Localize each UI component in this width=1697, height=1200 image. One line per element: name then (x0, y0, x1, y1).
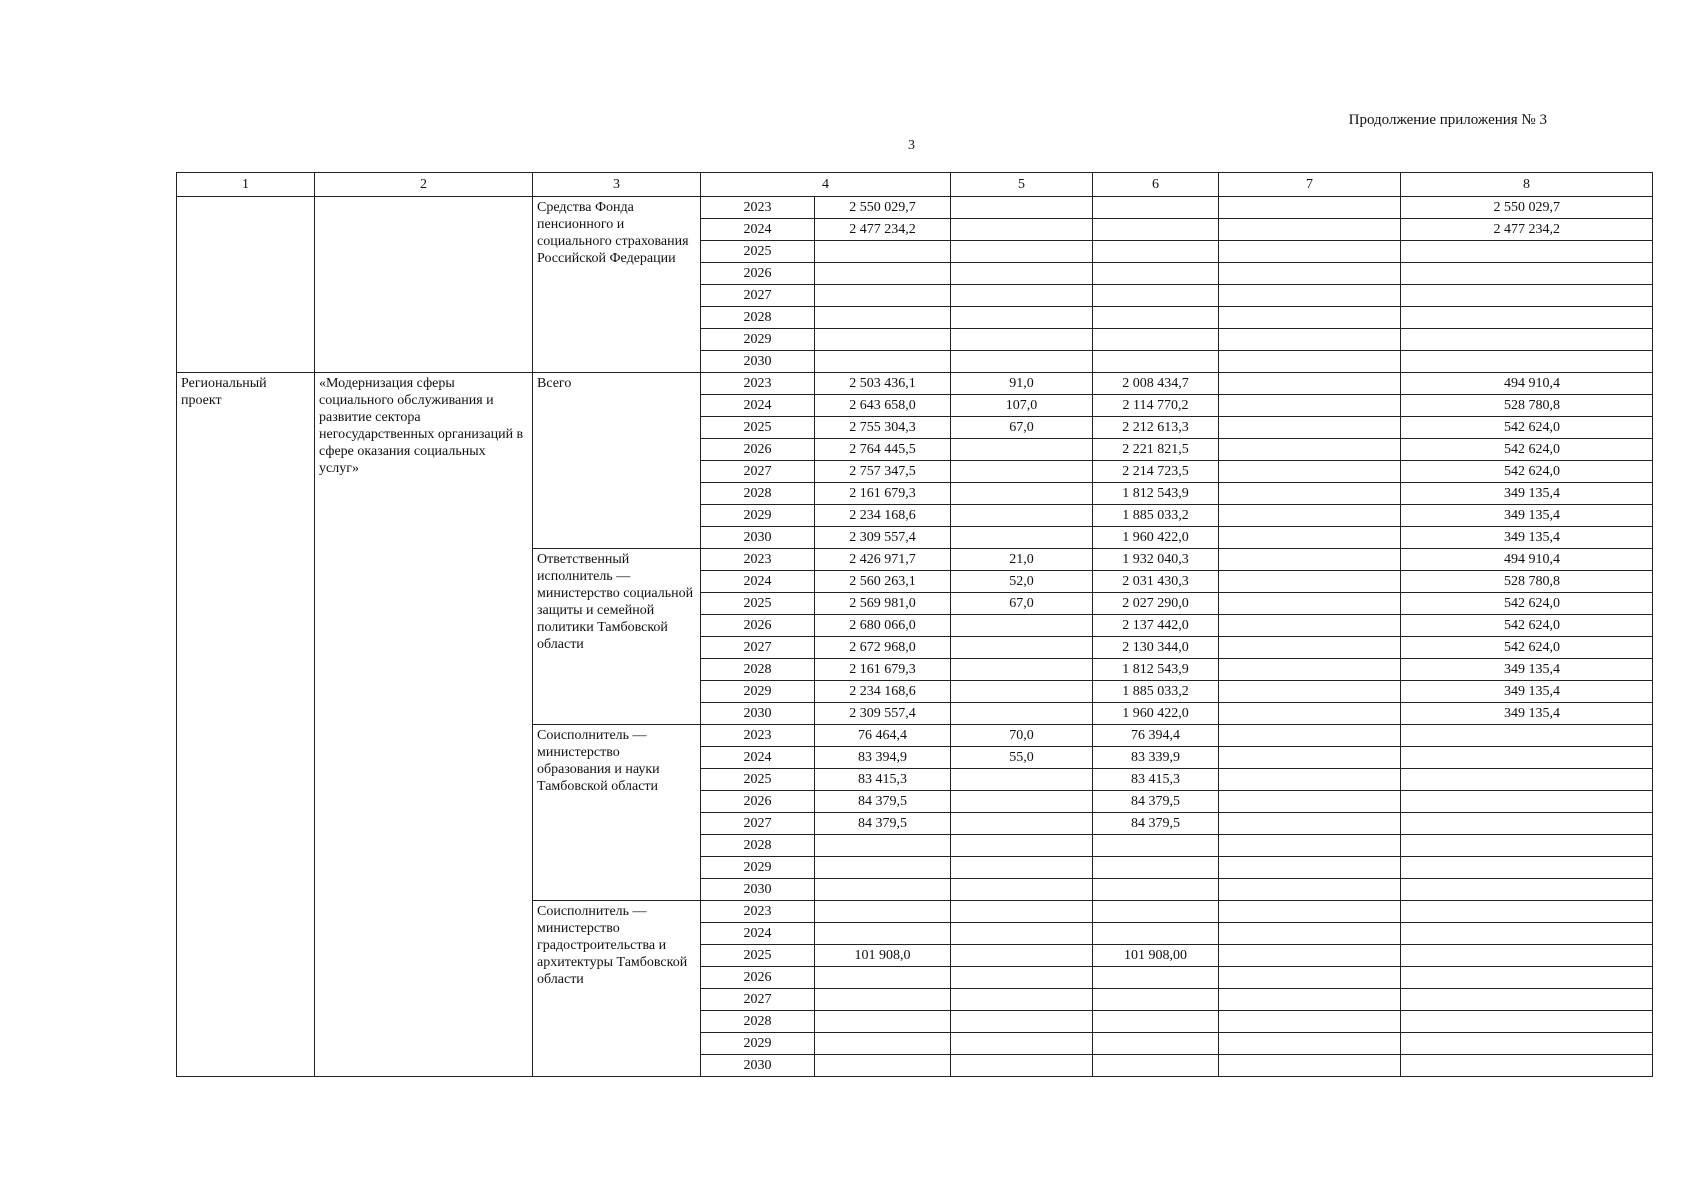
col5-cell (951, 901, 1093, 923)
col6-cell (1093, 1011, 1219, 1033)
col6-cell: 76 394,4 (1093, 725, 1219, 747)
column-header-8: 8 (1401, 173, 1653, 197)
col7-cell (1219, 395, 1401, 417)
col8-cell: 542 624,0 (1401, 593, 1653, 615)
col5-cell: 21,0 (951, 549, 1093, 571)
col6-cell: 1 812 543,9 (1093, 483, 1219, 505)
col6-cell (1093, 1033, 1219, 1055)
year-cell: 2026 (701, 439, 815, 461)
col5-cell (951, 1055, 1093, 1077)
year-cell: 2023 (701, 197, 815, 219)
col8-cell (1401, 967, 1653, 989)
col7-cell (1219, 791, 1401, 813)
col8-cell (1401, 945, 1653, 967)
col6-cell: 101 908,00 (1093, 945, 1219, 967)
total-cell: 2 757 347,5 (815, 461, 951, 483)
col8-cell: 542 624,0 (1401, 461, 1653, 483)
col8-cell (1401, 923, 1653, 945)
col6-cell: 1 960 422,0 (1093, 703, 1219, 725)
row-type-cell (177, 197, 315, 373)
year-cell: 2027 (701, 989, 815, 1011)
col5-cell: 107,0 (951, 395, 1093, 417)
col5-cell (951, 857, 1093, 879)
col8-cell (1401, 285, 1653, 307)
col5-cell (951, 659, 1093, 681)
total-cell (815, 923, 951, 945)
funding-source-cell: Соисполнитель — министерство образования и науки Тамбовской области (533, 725, 701, 901)
col7-cell (1219, 1055, 1401, 1077)
year-cell: 2030 (701, 879, 815, 901)
year-cell: 2027 (701, 461, 815, 483)
total-cell: 2 426 971,7 (815, 549, 951, 571)
col7-cell (1219, 373, 1401, 395)
col5-cell: 67,0 (951, 593, 1093, 615)
total-cell: 2 755 304,3 (815, 417, 951, 439)
col8-cell (1401, 307, 1653, 329)
year-cell: 2024 (701, 219, 815, 241)
col7-cell (1219, 659, 1401, 681)
table-row (177, 373, 1653, 395)
col5-cell (951, 483, 1093, 505)
page-header: Продолжение приложения № 3 (1348, 112, 1547, 128)
col5-cell (951, 1011, 1093, 1033)
col8-cell (1401, 1011, 1653, 1033)
total-cell: 2 560 263,1 (815, 571, 951, 593)
col8-cell: 349 135,4 (1401, 483, 1653, 505)
project-name-cell: «Модернизация сферы социального обслуживания и развитие сектора негосударственных организаций в сфере оказания социальных услуг» (315, 373, 533, 1077)
total-cell (815, 307, 951, 329)
col5-cell (951, 835, 1093, 857)
col6-cell (1093, 879, 1219, 901)
total-cell: 2 309 557,4 (815, 703, 951, 725)
col7-cell (1219, 263, 1401, 285)
col6-cell: 2 114 770,2 (1093, 395, 1219, 417)
total-cell (815, 241, 951, 263)
col5-cell (951, 923, 1093, 945)
header-row (177, 173, 1653, 197)
total-cell (815, 1055, 951, 1077)
col7-cell (1219, 747, 1401, 769)
col6-cell: 1 932 040,3 (1093, 549, 1219, 571)
col8-cell (1401, 879, 1653, 901)
col7-cell (1219, 989, 1401, 1011)
col8-cell: 2 477 234,2 (1401, 219, 1653, 241)
col8-cell (1401, 725, 1653, 747)
col6-cell: 2 027 290,0 (1093, 593, 1219, 615)
col6-cell (1093, 923, 1219, 945)
col7-cell (1219, 637, 1401, 659)
col6-cell: 1 885 033,2 (1093, 681, 1219, 703)
col7-cell (1219, 549, 1401, 571)
col5-cell: 55,0 (951, 747, 1093, 769)
total-cell: 2 550 029,7 (815, 197, 951, 219)
col6-cell: 2 137 442,0 (1093, 615, 1219, 637)
col7-cell (1219, 857, 1401, 879)
col8-cell: 528 780,8 (1401, 571, 1653, 593)
total-cell: 2 234 168,6 (815, 505, 951, 527)
col5-cell (951, 461, 1093, 483)
year-cell: 2028 (701, 1011, 815, 1033)
col7-cell (1219, 945, 1401, 967)
col7-cell (1219, 329, 1401, 351)
col6-cell: 2 130 344,0 (1093, 637, 1219, 659)
col6-cell: 83 415,3 (1093, 769, 1219, 791)
col7-cell (1219, 351, 1401, 373)
year-cell: 2027 (701, 285, 815, 307)
total-cell: 2 234 168,6 (815, 681, 951, 703)
col6-cell (1093, 901, 1219, 923)
col6-cell: 1 885 033,2 (1093, 505, 1219, 527)
col7-cell (1219, 681, 1401, 703)
col5-cell: 52,0 (951, 571, 1093, 593)
col5-cell: 91,0 (951, 373, 1093, 395)
col7-cell (1219, 967, 1401, 989)
col8-cell (1401, 989, 1653, 1011)
col8-cell: 542 624,0 (1401, 615, 1653, 637)
year-cell: 2030 (701, 703, 815, 725)
col5-cell (951, 945, 1093, 967)
col7-cell (1219, 703, 1401, 725)
funding-source-cell: Всего (533, 373, 701, 549)
col7-cell (1219, 593, 1401, 615)
col5-cell (951, 219, 1093, 241)
year-cell: 2024 (701, 395, 815, 417)
col5-cell (951, 703, 1093, 725)
total-cell (815, 989, 951, 1011)
col5-cell: 70,0 (951, 725, 1093, 747)
col8-cell (1401, 835, 1653, 857)
total-cell: 84 379,5 (815, 813, 951, 835)
col6-cell: 2 212 613,3 (1093, 417, 1219, 439)
table-row (177, 197, 1653, 219)
column-header-6: 6 (1093, 173, 1219, 197)
row-type-cell: Региональный проект (177, 373, 315, 1077)
col7-cell (1219, 219, 1401, 241)
col8-cell: 542 624,0 (1401, 439, 1653, 461)
total-cell: 83 394,9 (815, 747, 951, 769)
year-cell: 2030 (701, 527, 815, 549)
year-cell: 2026 (701, 615, 815, 637)
year-cell: 2028 (701, 483, 815, 505)
col7-cell (1219, 417, 1401, 439)
col5-cell (951, 989, 1093, 1011)
total-cell (815, 879, 951, 901)
year-cell: 2024 (701, 923, 815, 945)
year-cell: 2024 (701, 747, 815, 769)
total-cell: 2 680 066,0 (815, 615, 951, 637)
col8-cell (1401, 351, 1653, 373)
col6-cell: 2 214 723,5 (1093, 461, 1219, 483)
col5-cell (951, 967, 1093, 989)
year-cell: 2027 (701, 813, 815, 835)
year-cell: 2029 (701, 681, 815, 703)
col6-cell (1093, 857, 1219, 879)
col6-cell (1093, 989, 1219, 1011)
col8-cell: 494 910,4 (1401, 373, 1653, 395)
col7-cell (1219, 923, 1401, 945)
col8-cell: 349 135,4 (1401, 703, 1653, 725)
col6-cell (1093, 307, 1219, 329)
col6-cell: 2 008 434,7 (1093, 373, 1219, 395)
col8-cell: 349 135,4 (1401, 505, 1653, 527)
col6-cell (1093, 285, 1219, 307)
col8-cell (1401, 263, 1653, 285)
total-cell (815, 329, 951, 351)
col7-cell (1219, 197, 1401, 219)
col7-cell (1219, 1011, 1401, 1033)
col5-cell (951, 879, 1093, 901)
year-cell: 2027 (701, 637, 815, 659)
col5-cell (951, 527, 1093, 549)
project-name-cell (315, 197, 533, 373)
column-header-5: 5 (951, 173, 1093, 197)
col5-cell: 67,0 (951, 417, 1093, 439)
year-cell: 2025 (701, 769, 815, 791)
year-cell: 2025 (701, 417, 815, 439)
year-cell: 2025 (701, 593, 815, 615)
col6-cell (1093, 329, 1219, 351)
total-cell (815, 901, 951, 923)
col5-cell (951, 197, 1093, 219)
col6-cell (1093, 241, 1219, 263)
column-header-1: 1 (177, 173, 315, 197)
col6-cell: 84 379,5 (1093, 813, 1219, 835)
col5-cell (951, 505, 1093, 527)
page-number: 3 (908, 138, 915, 153)
col8-cell: 494 910,4 (1401, 549, 1653, 571)
year-cell: 2026 (701, 263, 815, 285)
year-cell: 2025 (701, 945, 815, 967)
col7-cell (1219, 879, 1401, 901)
col5-cell (951, 351, 1093, 373)
col8-cell: 349 135,4 (1401, 527, 1653, 549)
col7-cell (1219, 439, 1401, 461)
total-cell: 84 379,5 (815, 791, 951, 813)
total-cell: 2 672 968,0 (815, 637, 951, 659)
total-cell: 2 161 679,3 (815, 659, 951, 681)
year-cell: 2028 (701, 659, 815, 681)
year-cell: 2023 (701, 549, 815, 571)
col7-cell (1219, 527, 1401, 549)
col7-cell (1219, 725, 1401, 747)
total-cell (815, 967, 951, 989)
col5-cell (951, 241, 1093, 263)
year-cell: 2029 (701, 329, 815, 351)
col5-cell (951, 615, 1093, 637)
col6-cell (1093, 263, 1219, 285)
year-cell: 2026 (701, 967, 815, 989)
col8-cell (1401, 1055, 1653, 1077)
col6-cell: 1 812 543,9 (1093, 659, 1219, 681)
col8-cell (1401, 769, 1653, 791)
col5-cell (951, 329, 1093, 351)
year-cell: 2028 (701, 307, 815, 329)
col5-cell (951, 263, 1093, 285)
year-cell: 2030 (701, 351, 815, 373)
total-cell: 2 309 557,4 (815, 527, 951, 549)
year-cell: 2029 (701, 1033, 815, 1055)
year-cell: 2023 (701, 901, 815, 923)
col8-cell: 349 135,4 (1401, 659, 1653, 681)
year-cell: 2024 (701, 571, 815, 593)
year-cell: 2026 (701, 791, 815, 813)
col8-cell: 349 135,4 (1401, 681, 1653, 703)
col7-cell (1219, 571, 1401, 593)
total-cell (815, 1033, 951, 1055)
funding-source-cell: Средства Фонда пенсионного и социального страхования Российской Федерации (533, 197, 701, 373)
col5-cell (951, 439, 1093, 461)
column-header-2: 2 (315, 173, 533, 197)
col7-cell (1219, 813, 1401, 835)
col8-cell (1401, 241, 1653, 263)
col6-cell (1093, 197, 1219, 219)
col6-cell: 1 960 422,0 (1093, 527, 1219, 549)
col6-cell: 84 379,5 (1093, 791, 1219, 813)
col8-cell (1401, 1033, 1653, 1055)
col7-cell (1219, 505, 1401, 527)
year-cell: 2029 (701, 857, 815, 879)
total-cell: 2 503 436,1 (815, 373, 951, 395)
year-cell: 2023 (701, 373, 815, 395)
total-cell (815, 857, 951, 879)
total-cell: 2 161 679,3 (815, 483, 951, 505)
total-cell: 2 477 234,2 (815, 219, 951, 241)
col8-cell (1401, 747, 1653, 769)
funding-source-cell: Соисполнитель — министерство градостроительства и архитектуры Тамбовской области (533, 901, 701, 1077)
col8-cell (1401, 901, 1653, 923)
col6-cell (1093, 1055, 1219, 1077)
column-header-7: 7 (1219, 173, 1401, 197)
col8-cell: 2 550 029,7 (1401, 197, 1653, 219)
year-cell: 2030 (701, 1055, 815, 1077)
funding-source-cell: Ответственный исполнитель — министерство социальной защиты и семейной политики Тамбовской области (533, 549, 701, 725)
col7-cell (1219, 615, 1401, 637)
col7-cell (1219, 461, 1401, 483)
col6-cell: 2 031 430,3 (1093, 571, 1219, 593)
total-cell (815, 1011, 951, 1033)
total-cell: 76 464,4 (815, 725, 951, 747)
col5-cell (951, 285, 1093, 307)
col6-cell (1093, 351, 1219, 373)
total-cell (815, 351, 951, 373)
year-cell: 2029 (701, 505, 815, 527)
col7-cell (1219, 285, 1401, 307)
col7-cell (1219, 1033, 1401, 1055)
col7-cell (1219, 307, 1401, 329)
col6-cell (1093, 967, 1219, 989)
col8-cell (1401, 791, 1653, 813)
year-cell: 2025 (701, 241, 815, 263)
col7-cell (1219, 769, 1401, 791)
col7-cell (1219, 483, 1401, 505)
col8-cell (1401, 329, 1653, 351)
financing-table (176, 172, 1653, 1077)
col8-cell: 528 780,8 (1401, 395, 1653, 417)
total-cell: 2 764 445,5 (815, 439, 951, 461)
col6-cell: 83 339,9 (1093, 747, 1219, 769)
col5-cell (951, 813, 1093, 835)
col7-cell (1219, 901, 1401, 923)
col5-cell (951, 1033, 1093, 1055)
col8-cell (1401, 813, 1653, 835)
col6-cell: 2 221 821,5 (1093, 439, 1219, 461)
col7-cell (1219, 241, 1401, 263)
total-cell: 101 908,0 (815, 945, 951, 967)
col8-cell: 542 624,0 (1401, 417, 1653, 439)
col5-cell (951, 637, 1093, 659)
year-cell: 2023 (701, 725, 815, 747)
col8-cell: 542 624,0 (1401, 637, 1653, 659)
total-cell (815, 285, 951, 307)
col5-cell (951, 769, 1093, 791)
col5-cell (951, 791, 1093, 813)
total-cell: 2 643 658,0 (815, 395, 951, 417)
total-cell: 2 569 981,0 (815, 593, 951, 615)
col6-cell (1093, 219, 1219, 241)
total-cell (815, 835, 951, 857)
total-cell (815, 263, 951, 285)
total-cell: 83 415,3 (815, 769, 951, 791)
col5-cell (951, 681, 1093, 703)
column-header-3: 3 (533, 173, 701, 197)
year-cell: 2028 (701, 835, 815, 857)
col8-cell (1401, 857, 1653, 879)
col6-cell (1093, 835, 1219, 857)
column-header-4: 4 (701, 173, 951, 197)
col5-cell (951, 307, 1093, 329)
col7-cell (1219, 835, 1401, 857)
